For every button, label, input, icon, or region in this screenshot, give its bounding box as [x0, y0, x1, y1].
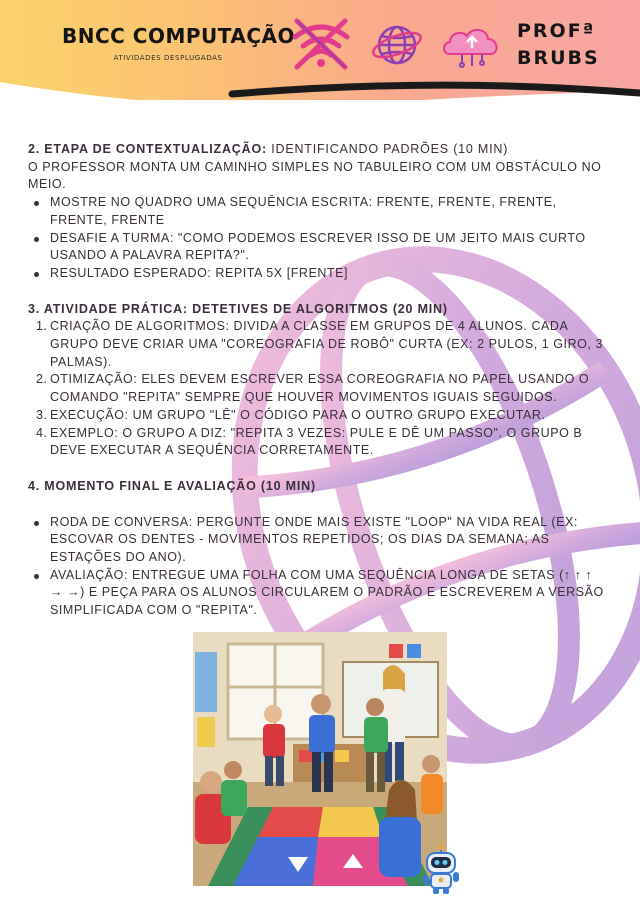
robot-icon: [420, 845, 462, 895]
no-wifi-icon: [290, 15, 352, 71]
author-title: PROFª: [517, 20, 596, 42]
author-badge: [517, 18, 607, 72]
list-item: AVALIAÇÃO: ENTREGUE UMA FOLHA COM UMA SEQUÊNCIA LONGA DE SETAS (↑ ↑ ↑ → →) E PEÇA PARA OS ALUNOS CIRCULAREM O PADRÃO E ESCREVEREM A VERSÃO SIMPLIFICADA COM O "REPITA".: [28, 567, 606, 620]
list-item: 1. CRIAÇÃO DE ALGORITMOS: DIVIDA A CLASSE EM GRUPOS DE 4 ALUNOS. CADA GRUPO DEVE CRIAR UMA "COREOGRAFIA DE ROBÔ" CURTA (EX: 2 PULOS, 1 GIRO, 3 PALMAS).: [36, 319, 603, 369]
classroom-photo: [193, 632, 447, 886]
brand-block: [62, 24, 296, 62]
list-item: RODA DE CONVERSA: PERGUNTE ONDE MAIS EXISTE "LOOP" NA VIDA REAL (EX: ESCOVAR OS DENTES - MOVIMENTOS REPETIDOS; OS DIAS DA SEMANA; AS ESTAÇÕES DO ANO).: [28, 514, 606, 567]
brand-subtitle: ATIVIDADES DESPLUGADAS: [113, 54, 223, 62]
lesson-content: [28, 141, 606, 620]
brand-title: BNCC COMPUTAÇÃO: [62, 24, 296, 48]
list-item: 2. OTIMIZAÇÃO: ELES DEVEM ESCREVER ESSA COREOGRAFIA NO PAPEL USANDO O COMANDO "REPITA" SEMPRE QUE HOUVER MOVIMENTOS IGUAIS SEGUIDOS.: [36, 372, 590, 405]
section-2-heading: [28, 141, 606, 159]
list-item: DESAFIE A TURMA: "COMO PODEMOS ESCREVER ISSO DE UM JEITO MAIS CURTO USANDO A PALAVRA REPITA?".: [28, 230, 606, 265]
list-item: 3. EXECUÇÃO: UM GRUPO "LÊ" O CÓDIGO PARA O OUTRO GRUPO EXECUTAR.: [36, 407, 546, 422]
list-item: MOSTRE NO QUADRO UMA SEQUÊNCIA ESCRITA: FRENTE, FRENTE, FRENTE, FRENTE, FRENTE: [28, 194, 606, 229]
section-4-list: [28, 514, 606, 620]
section-2-title: 2. ETAPA DE CONTEXTUALIZAÇÃO:: [28, 142, 267, 156]
section-2-intro: O PROFESSOR MONTA UM CAMINHO SIMPLES NO TABULEIRO COM UM OBSTÁCULO NO MEIO.: [28, 159, 602, 192]
section-3-list: [28, 318, 606, 460]
section-3-heading: 3. ATIVIDADE PRÁTICA: DETETIVES DE ALGORITMOS (20 MIN): [28, 301, 448, 316]
globe-icon: [370, 22, 424, 68]
section-4-heading: 4. MOMENTO FINAL E AVALIAÇÃO (10 MIN): [28, 478, 316, 493]
cloud-upload-icon: [440, 24, 504, 68]
author-name: BRUBS: [517, 47, 600, 69]
list-item: RESULTADO ESPERADO: REPITA 5X [FRENTE]: [28, 265, 606, 283]
section-2-subtitle: IDENTIFICANDO PADRÕES (10 MIN): [266, 142, 509, 156]
list-item: 4. EXEMPLO: O GRUPO A DIZ: "REPITA 3 VEZES: PULE E DÊ UM PASSO". O GRUPO B DEVE EXECUTAR A SEQUÊNCIA CORRETAMENTE.: [36, 425, 583, 458]
section-2-list: [28, 194, 606, 283]
